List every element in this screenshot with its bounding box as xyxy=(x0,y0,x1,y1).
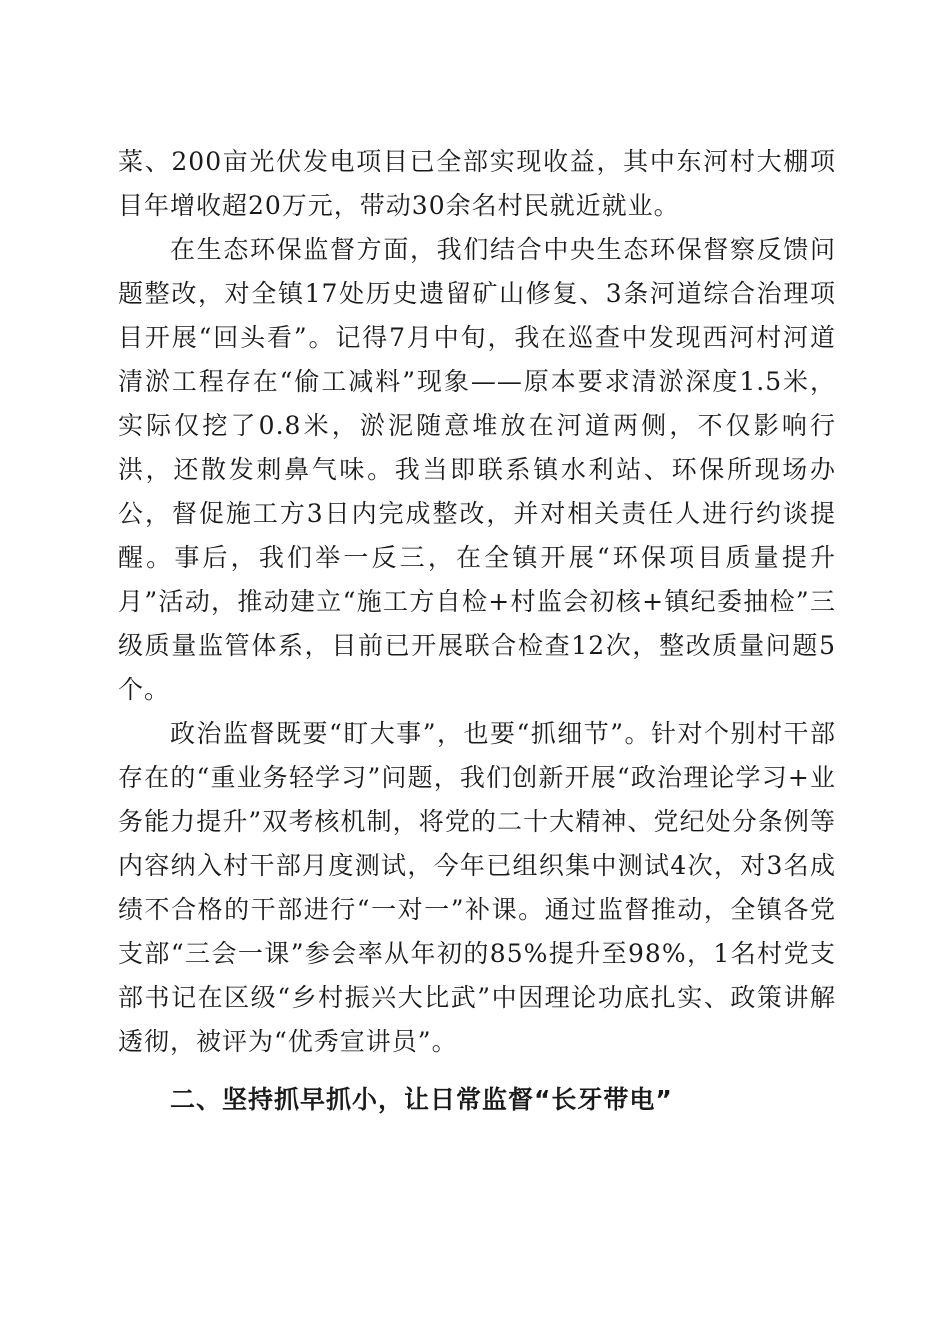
document-page xyxy=(118,140,836,1122)
paragraph-political-supervision: 政治监督既要“盯大事”，也要“抓细节”。针对个别村干部存在的“重业务轻学习”问题，我们创新开展“政治理论学习+业务能力提升”双考核机制，将党的二十大精神、党纪处分条例等内容纳入村干部月度测试，今年已组织集中测试4次，对3名成绩不合格的干部进行“一对一”补课。通过监督推动，全镇各党支部“三会一课”参会率从年初的85%提升至98%，1名村党支部书记在区级“乡村振兴大比武”中因理论功底扎实、政策讲解透彻，被评为“优秀宣讲员”。 xyxy=(118,719,836,1056)
section-heading: 二、坚持抓早抓小，让日常监督“长牙带电” xyxy=(170,1085,673,1114)
paragraph-continuation: 菜、200亩光伏发电项目已全部实现收益，其中东河村大棚项目年增收超20万元，带动30余名村民就近就业。 xyxy=(118,147,836,220)
paragraph-eco-supervision: 在生态环保监督方面，我们结合中央生态环保督察反馈问题整改，对全镇17处历史遗留矿山修复、3条河道综合治理项目开展“回头看”。记得7月中旬，我在巡查中发现西河村河道清淤工程存在“偷工减料”现象——原本要求清淤深度1.5米，实际仅挖了0.8米，淤泥随意堆放在河道两侧，不仅影响行洪，还散发刺鼻气味。我当即联系镇水利站、环保所现场办公，督促施工方3日内完成整改，并对相关责任人进行约谈提醒。事后，我们举一反三，在全镇开展“环保项目质量提升月”活动，推动建立“施工方自检+村监会初核+镇纪委抽检”三级质量监管体系，目前已开展联合检查12次，整改质量问题5个。 xyxy=(118,235,836,704)
